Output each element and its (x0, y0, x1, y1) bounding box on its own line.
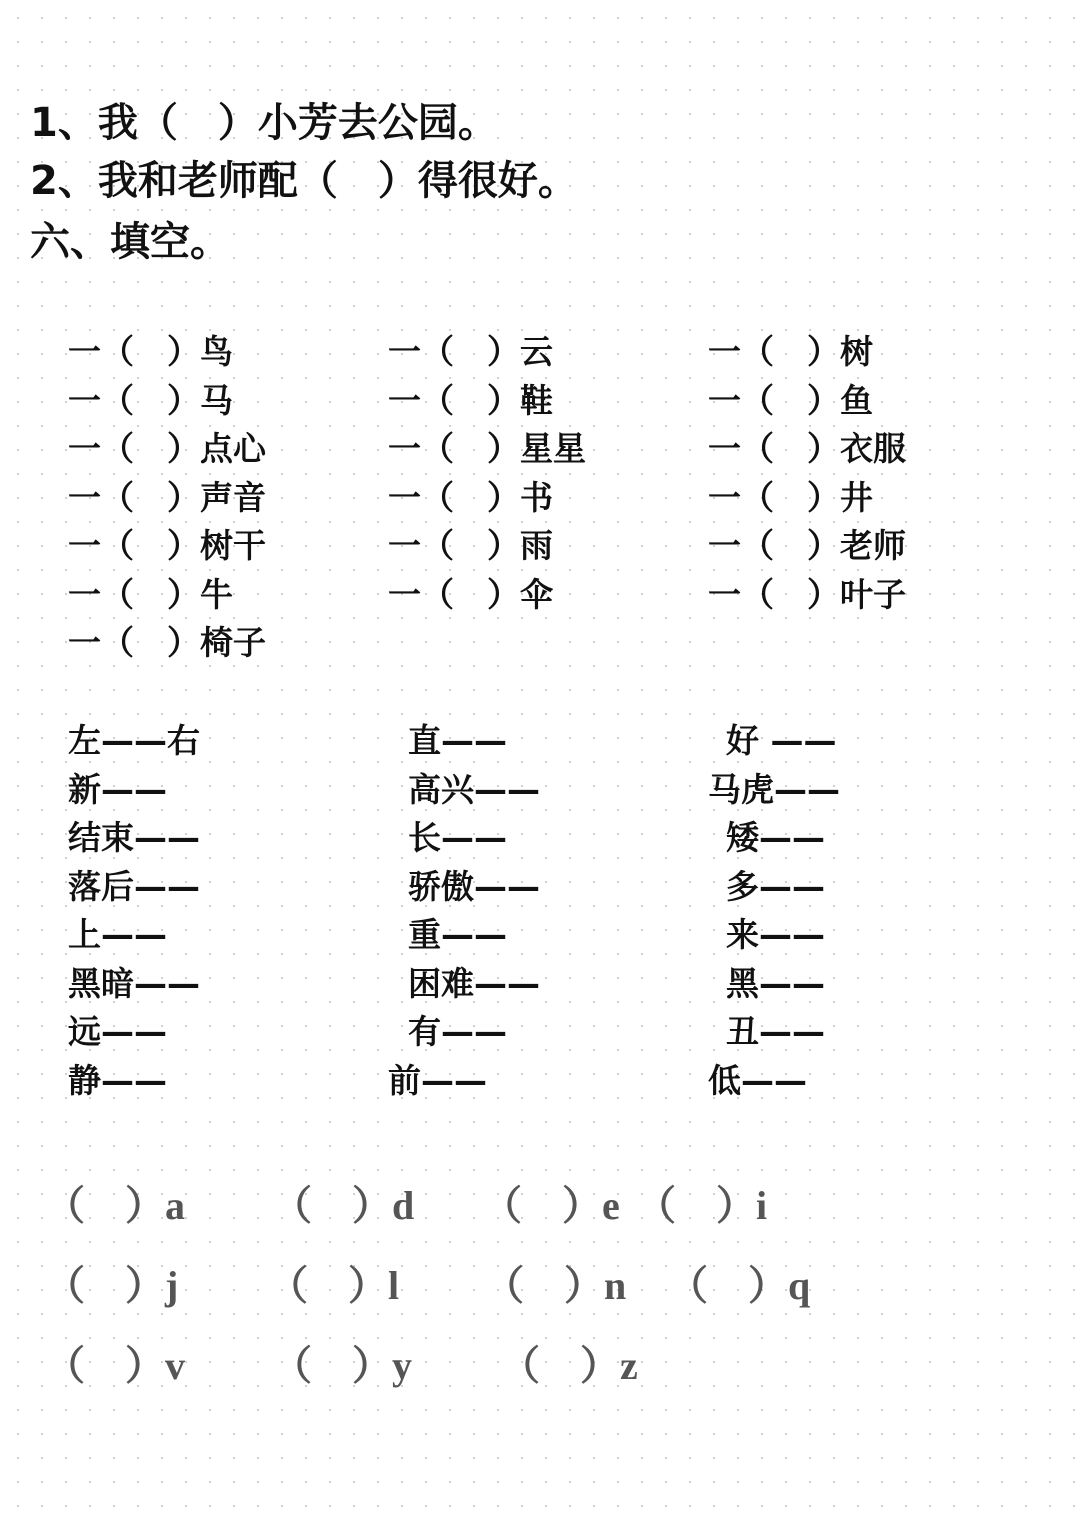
antonym-item: 有—— (408, 1012, 507, 1051)
pinyin-item: （ ）j (45, 1263, 179, 1308)
antonym-item: 落后—— (68, 866, 200, 906)
antonym-item: 上—— (68, 915, 167, 954)
pinyin-item: （ ）d (272, 1183, 415, 1228)
measure-word-item: 一（ ）井 (708, 477, 873, 517)
pinyin-item: （ ）z (500, 1343, 638, 1388)
antonym-item: 高兴—— (408, 769, 540, 809)
antonym-item: 来—— (726, 915, 825, 954)
pinyin-item: （ ）e (482, 1183, 620, 1228)
antonym-item: 远—— (68, 1012, 167, 1051)
pinyin-item: （ ）i (636, 1183, 768, 1228)
measure-word-item: 一（ ）衣服 (708, 429, 906, 468)
measure-word-item: 一（ ）云 (388, 332, 553, 371)
antonym-item: 马虎—— (708, 769, 840, 809)
measure-word-item: 一（ ）树干 (68, 526, 266, 565)
measure-word-item: 一（ ）伞 (388, 574, 553, 614)
pinyin-item: （ ）v (45, 1343, 185, 1388)
antonym-item: 静—— (68, 1060, 167, 1100)
measure-word-item: 一（ ）星星 (388, 429, 586, 468)
measure-word-item: 一（ ）声音 (68, 477, 266, 517)
measure-word-item: 一（ ）书 (388, 477, 553, 517)
antonym-item: 前—— (388, 1060, 487, 1100)
measure-word-item: 一（ ）椅子 (68, 623, 266, 662)
antonym-item: 黑暗—— (68, 963, 200, 1003)
measure-word-item: 一（ ）鞋 (388, 380, 553, 420)
antonym-item: 长—— (408, 818, 507, 857)
antonym-item: 矮—— (726, 818, 825, 857)
antonym-item: 好 —— (726, 721, 837, 760)
antonym-item: 直—— (408, 721, 507, 760)
measure-word-item: 一（ ）树 (708, 332, 873, 371)
measure-word-item: 一（ ）雨 (388, 526, 553, 565)
measure-word-item: 一（ ）马 (68, 380, 233, 420)
measure-word-item: 一（ ）鱼 (708, 380, 873, 420)
measure-word-item: 一（ ）牛 (68, 574, 233, 614)
measure-word-item: 一（ ）叶子 (708, 574, 906, 614)
pinyin-item: （ ）a (45, 1183, 185, 1228)
antonym-item: 新—— (68, 769, 167, 809)
pinyin-item: （ ）y (272, 1343, 412, 1388)
antonym-item: 丑—— (726, 1012, 825, 1051)
antonym-item: 左——右 (68, 721, 200, 760)
antonym-item: 重—— (408, 915, 507, 954)
antonym-item: 结束—— (68, 818, 200, 857)
antonym-item: 多—— (726, 866, 825, 906)
antonym-item: 困难—— (408, 963, 540, 1003)
antonym-item: 低—— (708, 1060, 807, 1100)
measure-word-item: 一（ ）鸟 (68, 332, 233, 371)
section-six-heading: 六、填空。 (30, 219, 230, 265)
question-2: 2、我和老师配（ ）得很好。 (30, 158, 578, 204)
measure-word-item: 一（ ）老师 (708, 526, 906, 565)
question-1: 1、我（ ）小芳去公园。 (30, 100, 498, 146)
antonym-item: 黑—— (726, 963, 825, 1003)
pinyin-item: （ ）n (484, 1263, 627, 1308)
antonym-item: 骄傲—— (408, 866, 540, 906)
pinyin-item: （ ）l (268, 1263, 400, 1308)
measure-word-item: 一（ ）点心 (68, 429, 266, 468)
pinyin-item: （ ）q (668, 1263, 811, 1308)
